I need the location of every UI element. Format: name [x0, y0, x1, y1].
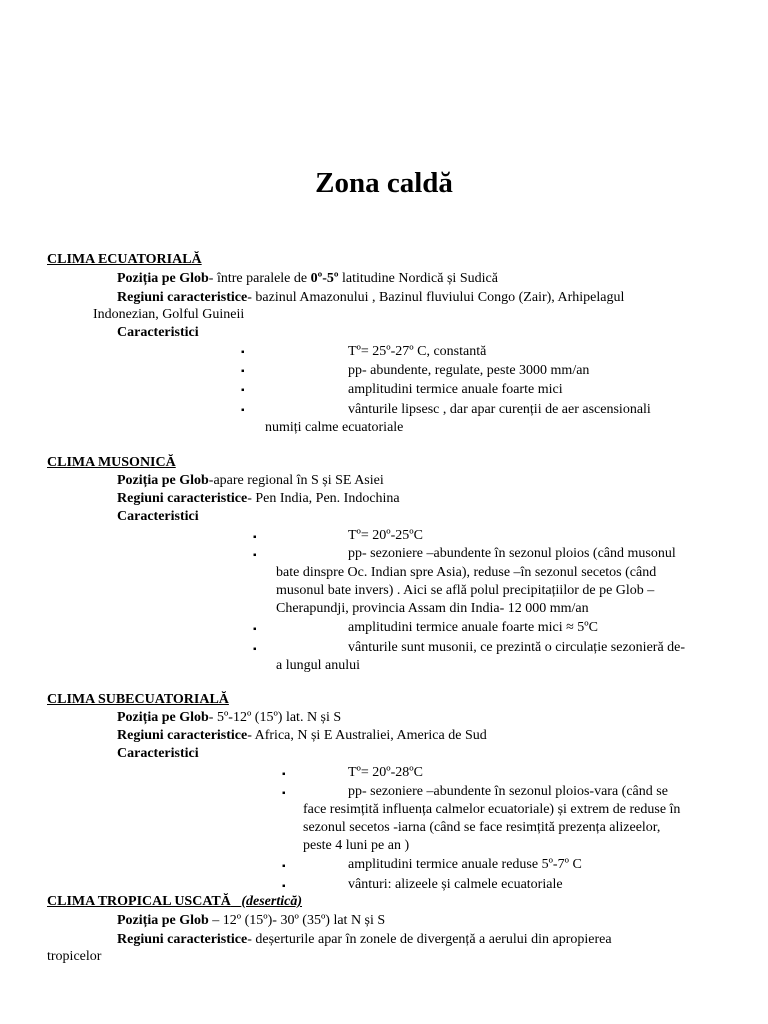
list-item-cont: musonul bate invers) . Aici se află polul precipitațiilor de pe Glob – — [276, 583, 655, 598]
list-item-cont: peste 4 luni pe an ) — [303, 838, 410, 853]
position-line: Poziția pe Glob – 12º (15º)- 30º (35º) lat N și S — [117, 913, 386, 928]
characteristics-label: Caracteristici — [117, 509, 199, 524]
heading-subtitle: (desertică) — [241, 894, 303, 909]
heading-clima-musonica: CLIMA MUSONICĂ — [47, 455, 176, 470]
position-line: Poziția pe Glob- 5º-12º (15º) lat. N și S — [117, 710, 342, 725]
regions-line: Regiuni caracteristice- bazinul Amazonului , Bazinul fluviului Congo (Zair), Arhipelagul — [117, 290, 625, 305]
characteristics-label: Caracteristici — [117, 746, 199, 761]
regions-line-cont: Indonezian, Golful Guineii — [93, 307, 245, 322]
list-item: amplitudini termice anuale reduse 5º-7º C — [348, 857, 582, 872]
list-item: pp- abundente, regulate, peste 3000 mm/an — [348, 363, 590, 378]
heading-clima-subecuatoriala: CLIMA SUBECUATORIALĂ — [47, 692, 229, 707]
bullet-icon: ▪ — [253, 550, 257, 561]
bullet-icon: ▪ — [241, 405, 245, 416]
position-label: Poziția pe Glob — [117, 913, 209, 928]
bullet-icon: ▪ — [282, 861, 286, 872]
heading-clima-tropical-uscata: CLIMA TROPICAL USCATĂ (desertică) — [47, 894, 303, 909]
list-item: Tº= 20º-25ºC — [348, 528, 423, 543]
position-label: Poziția pe Glob — [117, 473, 209, 488]
bullet-icon: ▪ — [241, 347, 245, 358]
regions-line-cont: tropicelor — [47, 949, 102, 964]
position-line: Poziția pe Glob-apare regional în S și SE Asiei — [117, 473, 384, 488]
list-item-cont: Cherapundji, provincia Assam din India- 12 000 mm/an — [276, 601, 589, 616]
bullet-icon: ▪ — [282, 881, 286, 892]
bullet-icon: ▪ — [253, 644, 257, 655]
list-item: vânturile sunt musonii, ce prezintă o circulație sezonieră de- — [348, 640, 686, 655]
bullet-icon: ▪ — [241, 385, 245, 396]
regions-label: Regiuni caracteristice — [117, 728, 248, 743]
position-line: Poziția pe Glob- între paralele de 0º-5º latitudine Nordică și Sudică — [117, 271, 498, 286]
position-label: Poziția pe Glob — [117, 271, 209, 286]
list-item: vânturile lipsesc , dar apar curenții de aer ascensionali — [348, 402, 651, 417]
list-item: amplitudini termice anuale foarte mici ≈ 5ºC — [348, 620, 598, 635]
list-item: Tº= 20º-28ºC — [348, 765, 423, 780]
list-item-cont: sezonul secetos -iarna (când se face resimțită prezența alizeelor, — [303, 820, 661, 835]
bullet-icon: ▪ — [282, 769, 286, 780]
bullet-icon: ▪ — [282, 788, 286, 799]
list-item-cont: numiți calme ecuatoriale — [265, 420, 404, 435]
bullet-icon: ▪ — [253, 532, 257, 543]
page-title: Zona caldă — [315, 167, 453, 199]
list-item-cont: face resimțită influența calmelor ecuatoriale) și extrem de reduse în — [303, 802, 681, 817]
regions-line: Regiuni caracteristice- Africa, N și E Australiei, America de Sud — [117, 728, 487, 743]
position-label: Poziția pe Glob — [117, 710, 209, 725]
heading-clima-ecuatoriala: CLIMA ECUATORIALĂ — [47, 252, 202, 267]
regions-label: Regiuni caracteristice — [117, 932, 248, 947]
bullet-icon: ▪ — [253, 624, 257, 635]
list-item-cont: a lungul anului — [276, 658, 360, 673]
regions-label: Regiuni caracteristice — [117, 491, 248, 506]
list-item: pp- sezoniere –abundente în sezonul ploios-vara (când se — [348, 784, 668, 799]
list-item-cont: bate dinspre Oc. Indian spre Asia), reduse –în sezonul secetos (când — [276, 565, 657, 580]
list-item: pp- sezoniere –abundente în sezonul ploios (când musonul — [348, 546, 676, 561]
list-item: Tº= 25º-27º C, constantă — [348, 344, 487, 359]
regions-label: Regiuni caracteristice — [117, 290, 248, 305]
regions-line: Regiuni caracteristice- deșerturile apar în zonele de divergență a aerului din apropierea — [117, 932, 612, 947]
regions-line: Regiuni caracteristice- Pen India, Pen. Indochina — [117, 491, 400, 506]
bullet-icon: ▪ — [241, 366, 245, 377]
list-item: amplitudini termice anuale foarte mici — [348, 382, 563, 397]
list-item: vânturi: alizeele și calmele ecuatoriale — [348, 877, 563, 892]
characteristics-label: Caracteristici — [117, 325, 199, 340]
